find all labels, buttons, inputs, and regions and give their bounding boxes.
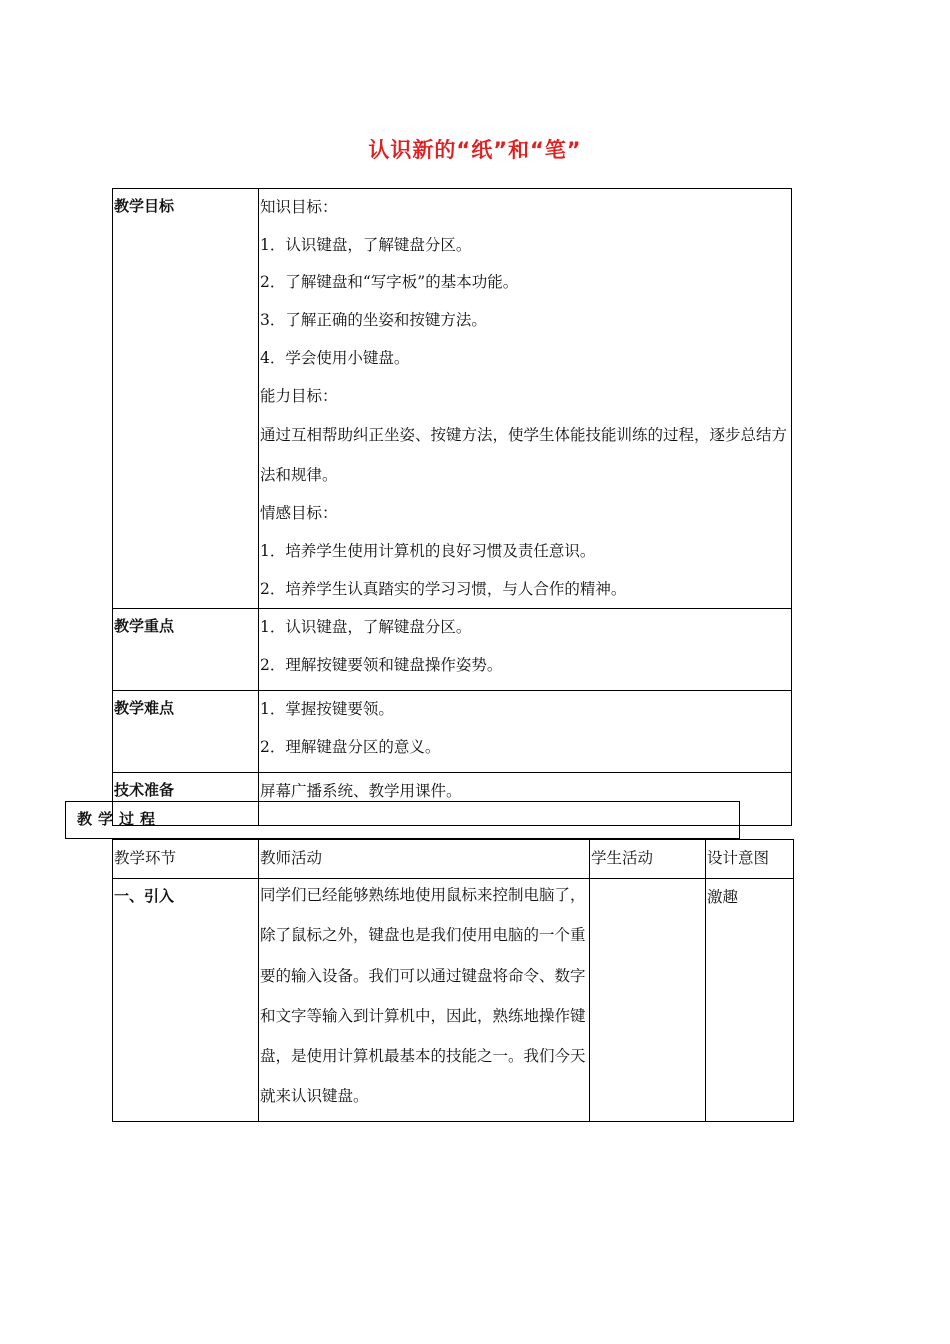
preparation-text: 屏幕广播系统、教学用课件。 [260, 782, 462, 801]
teacher-activity-text: 同学们已经能够熟练地使用鼠标来控制电脑了，除了鼠标之外，键盘也是我们使用电脑的一个重要的输入设备。我们可以通过键盘将命令、数字和文字等输入到计算机中，因此，熟练地操作键盘，是使用计算机最基本的技能之一。我们今天就来认识键盘。 [260, 886, 586, 1106]
goals-line: 1．认识键盘，了解键盘分区。 [260, 235, 472, 254]
difficulty-line: 1．掌握按键要领。 [260, 700, 394, 719]
difficulty-line: 2．理解键盘分区的意义。 [260, 738, 441, 757]
goals-line: 知识目标： [260, 198, 338, 216]
teacher-activity-cell [259, 879, 590, 1122]
goals-line: 4．学会使用小键盘。 [260, 348, 410, 367]
column-header-intent: 设计意图 [706, 840, 794, 879]
process-header-row [113, 840, 794, 879]
focus-row [113, 609, 792, 691]
column-header-stage: 教学环节 [113, 840, 259, 879]
focus-content [259, 609, 792, 691]
goals-line: 2．了解键盘和“写字板”的基本功能。 [260, 273, 519, 292]
column-header-teacher: 教师活动 [259, 840, 590, 879]
difficulty-label: 教学难点 [113, 691, 259, 773]
preparation-label: 技术准备 [113, 773, 259, 826]
goals-line: 2．培养学生认真踏实的学习习惯，与人合作的精神。 [260, 579, 627, 598]
focus-line: 2．理解按键要领和键盘操作姿势。 [260, 656, 503, 675]
difficulty-row [113, 691, 792, 773]
goals-line: 情感目标： [260, 504, 338, 523]
process-table [112, 839, 794, 1122]
column-header-student: 学生活动 [590, 840, 706, 879]
stage-cell: 一、引入 [113, 879, 259, 1122]
design-intent-cell: 激趣 [706, 879, 794, 1122]
lesson-info-table [112, 188, 792, 826]
process-header [65, 801, 740, 839]
goals-line: 3．了解正确的坐姿和按键方法。 [260, 311, 487, 330]
goals-paragraph: 通过互相帮助纠正坐姿、按键方法，使学生体能技能训练的过程，逐步总结方法和规律。 [260, 426, 788, 485]
difficulty-content [259, 691, 792, 773]
focus-line: 1．认识键盘，了解键盘分区。 [260, 618, 472, 637]
goals-row [113, 189, 792, 609]
goals-content [259, 189, 792, 609]
table-row [113, 879, 794, 1122]
document-title: 认识新的“纸”和“笔” [368, 138, 582, 162]
goals-line: 1．培养学生使用计算机的良好习惯及责任意识。 [260, 541, 596, 560]
student-activity-cell [590, 879, 706, 1122]
process-header-label: 教学过程 [77, 810, 162, 828]
goals-line: 能力目标： [260, 386, 338, 405]
goals-label: 教学目标 [113, 189, 259, 609]
focus-label: 教学重点 [113, 609, 259, 691]
